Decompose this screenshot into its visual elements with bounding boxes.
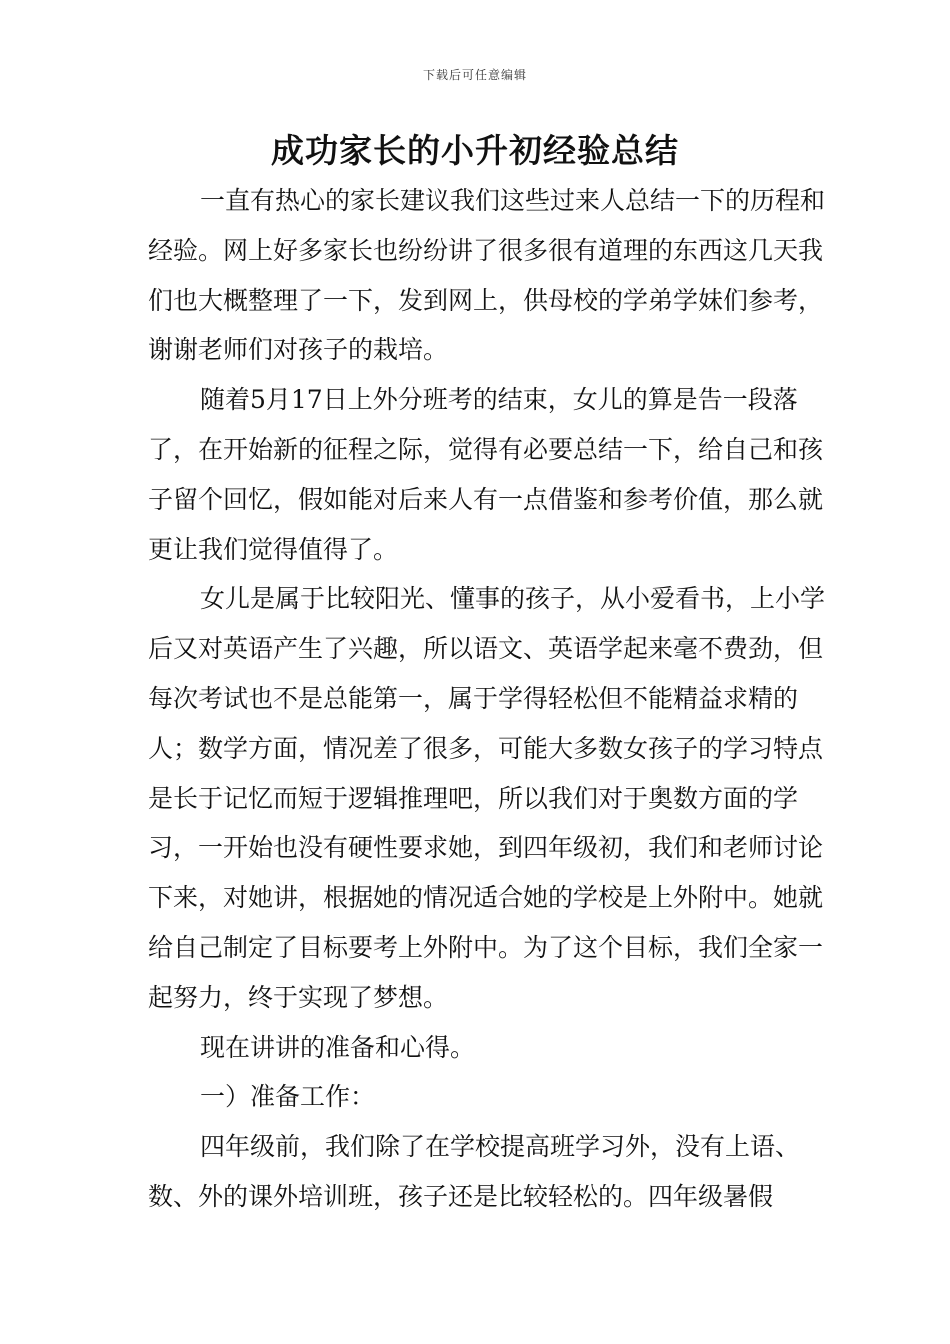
paragraph: 随着5月17日上外分班考的结束，女儿的算是告一段落了，在开始新的征程之际，觉得有必要总结一下，给自己和孩子留个回忆，假如能对后来人有一点借鉴和参考价值，那么就更让我们觉得值得了。 (148, 385, 824, 564)
document-body (148, 176, 828, 1222)
paragraph: 一）准备工作： (200, 1082, 376, 1112)
paragraph: 四年级前，我们除了在学校提高班学习外，没有上语、数、外的课外培训班，孩子还是比较轻松的。四年级暑假 (148, 1132, 801, 1211)
paragraph: 女儿是属于比较阳光、懂事的孩子，从小爱看书，上小学后又对英语产生了兴趣，所以语文、英语学起来毫不费劲，但每次考试也不是总能第一，属于学得轻松但不能精益求精的人；数学方面，情况差了很多，可能大多数女孩子的学习特点是长于记忆而短于逻辑推理吧，所以我们对于奥数方面的学习，一开始也没有硬性要求她，到四年级初，我们和老师讨论下来，对她讲，根据她的情况适合她的学校是上外附中。她就给自己制定了目标要考上外附中。为了这个目标，我们全家一起努力，终于实现了梦想。 (148, 584, 826, 1012)
document-title: 成功家长的小升初经验总结 (271, 131, 679, 170)
paragraph: 现在讲讲的准备和心得。 (200, 1032, 476, 1062)
paragraph: 一直有热心的家长建议我们这些过来人总结一下的历程和经验。网上好多家长也纷纷讲了很多很有道理的东西这几天我们也大概整理了一下，发到网上，供母校的学弟学妹们参考，谢谢老师们对孩子的栽培。 (148, 186, 826, 365)
page-header-note: 下载后可任意编辑 (422, 68, 527, 82)
